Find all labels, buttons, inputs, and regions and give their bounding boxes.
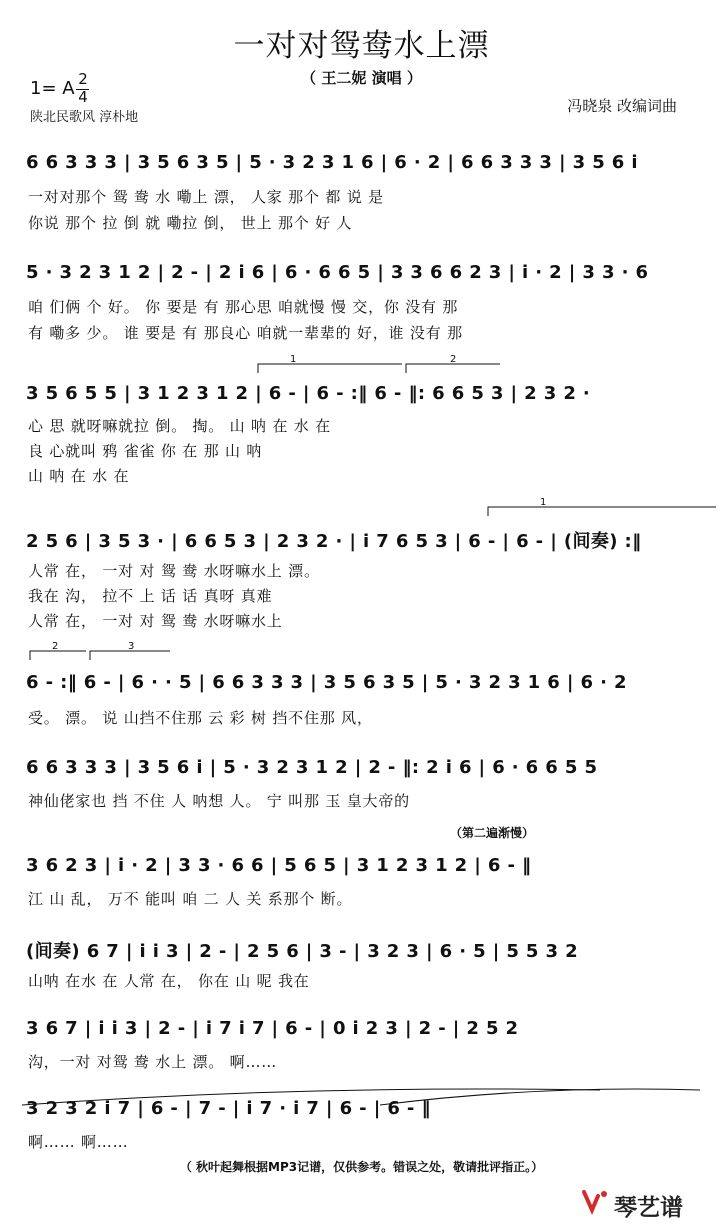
slur-long-1: [22, 1089, 600, 1105]
lyric-line-4a: 人常 在， 一对 对 鸳 鸯 水呀嘛水上 漂。: [28, 562, 320, 580]
tempo-marking: （第二遍渐慢）: [450, 826, 535, 840]
lyric-line-3b: 良 心就叫 鸦 雀雀 你 在 那 山 呐: [28, 442, 263, 460]
volta-bracket-5: [90, 651, 170, 660]
volta-bracket-2: [406, 364, 500, 373]
notation-line-3: 3 5 6 5 5 | 3 1 2 3 1 2 | 6 - | 6 - :‖ 6 - ‖: 6 6 5 3 | 2 3 2 ·: [26, 383, 591, 404]
notation-line-8: (间奏) 6 7 | i i 3 | 2 - | 2 5 6 | 3 - | 3 2 3 | 6 · 5 | 5 5 3 2: [26, 941, 579, 962]
notation-line-4: 2 5 6 | 3 5 3 · | 6 6 5 3 | 2 3 2 · | i 7 6 5 3 | 6 - | 6 - | (间奏) :‖: [26, 531, 642, 552]
svg-text:1: 1: [290, 354, 297, 365]
composer-credit: 冯晓泉 改编词曲: [567, 97, 677, 115]
key-signature: 1= A: [30, 78, 75, 99]
logo-text: 琴艺谱: [614, 1195, 683, 1221]
volta-bracket-4: [30, 651, 86, 660]
notation-line-1: 6 6 3 3 3 | 3 5 6 3 5 | 5 · 3 2 3 1 6 | 6 · 2 | 6 6 3 3 3 | 3 5 6 i: [26, 152, 638, 173]
logo-icon: [580, 1186, 610, 1216]
notation-line-6: 6 6 3 3 3 | 3 5 6 i | 5 · 3 2 3 1 2 | 2 - ‖: 2 i 6 | 6 · 6 6 5 5: [26, 757, 598, 778]
lyric-line-1a: 一对对那个 鸳 鸯 水 嘞上 漂， 人家 那个 都 说 是: [28, 188, 384, 206]
svg-text:1: 1: [540, 497, 547, 508]
lyric-line-6: 神仙佬家也 挡 不住 人 呐想 人。 宁 叫那 玉 皇大帝的: [28, 792, 410, 810]
lyric-line-2a: 咱 们俩 个 好。 你 要是 有 那心思 咱就慢 慢 交，你 没有 那: [28, 298, 459, 316]
volta-bracket-3: [488, 507, 716, 516]
lyric-line-2b: 有 嘞多 少。 谁 要是 有 那良心 咱就一辈辈的 好，谁 没有 那: [28, 324, 463, 342]
svg-text:2: 2: [450, 354, 457, 365]
lyric-line-8: 山呐 在水 在 人常 在， 你在 山 呢 我在: [28, 972, 310, 990]
svg-text:2: 2: [52, 641, 59, 652]
time-signature-bottom: 4: [78, 88, 88, 106]
slur-long-2: [380, 1089, 700, 1105]
volta-bracket-1: [258, 364, 402, 373]
notation-line-9: 3 6 7 | i i 3 | 2 - | i 7 i 7 | 6 - | 0 i 2 3 | 2 - | 2 5 2: [26, 1018, 519, 1039]
lyric-line-5: 受。 漂。 说 山挡不住那 云 彩 树 挡不住那 风，: [28, 709, 373, 727]
lyric-line-7: 江 山 乱， 万不 能叫 咱 二 人 关 系那个 断。: [28, 890, 353, 908]
lyric-line-3c: 山 呐 在 水 在: [28, 467, 130, 485]
transcription-note: （ 秋叶起舞根据MP3记谱，仅供参考。错误之处，敬请批评指正。）: [179, 1160, 544, 1174]
lyric-line-3a: 心 思 就呀嘛就拉 倒。 掏。 山 呐 在 水 在: [28, 417, 331, 435]
style-marking: 陕北民歌风 淳朴地: [30, 110, 139, 125]
lyric-line-4b: 我在 沟， 拉不 上 话 话 真呀 真难: [28, 587, 273, 605]
notation-line-5: 6 - :‖ 6 - | 6 · · 5 | 6 6 3 3 3 | 3 5 6 3 5 | 5 · 3 2 3 1 6 | 6 · 2: [26, 672, 627, 693]
song-title: 一对对鸳鸯水上漂: [233, 28, 490, 64]
svg-text:3: 3: [128, 641, 135, 652]
lyric-line-10: 啊…… 啊……: [28, 1133, 129, 1151]
notation-line-2: 5 · 3 2 3 1 2 | 2 - | 2 i 6 | 6 · 6 6 5 | 3 3 6 6 2 3 | i · 2 | 3 3 · 6: [26, 262, 649, 283]
lyric-line-9: 沟，一对 对鸳 鸯 水上 漂。 啊……: [28, 1053, 278, 1071]
lyric-line-1b: 你说 那个 拉 倒 就 嘞拉 倒， 世上 那个 好 人: [28, 214, 353, 232]
site-logo: [580, 1186, 710, 1220]
lyric-line-4c: 人常 在， 一对 对 鸳 鸯 水呀嘛水上: [28, 612, 283, 630]
time-signature-top: 2: [78, 70, 88, 88]
notation-line-10: 3 2 3 2 i 7 | 6 - | 7 - | i 7 · i 7 | 6 - | 6 - ‖: [26, 1098, 431, 1119]
notation-line-7: 3 6 2 3 | i · 2 | 3 3 · 6 6 | 5 6 5 | 3 1 2 3 1 2 | 6 - ‖: [26, 855, 532, 876]
singer-credit: （ 王二妮 演唱 ）: [301, 69, 422, 87]
